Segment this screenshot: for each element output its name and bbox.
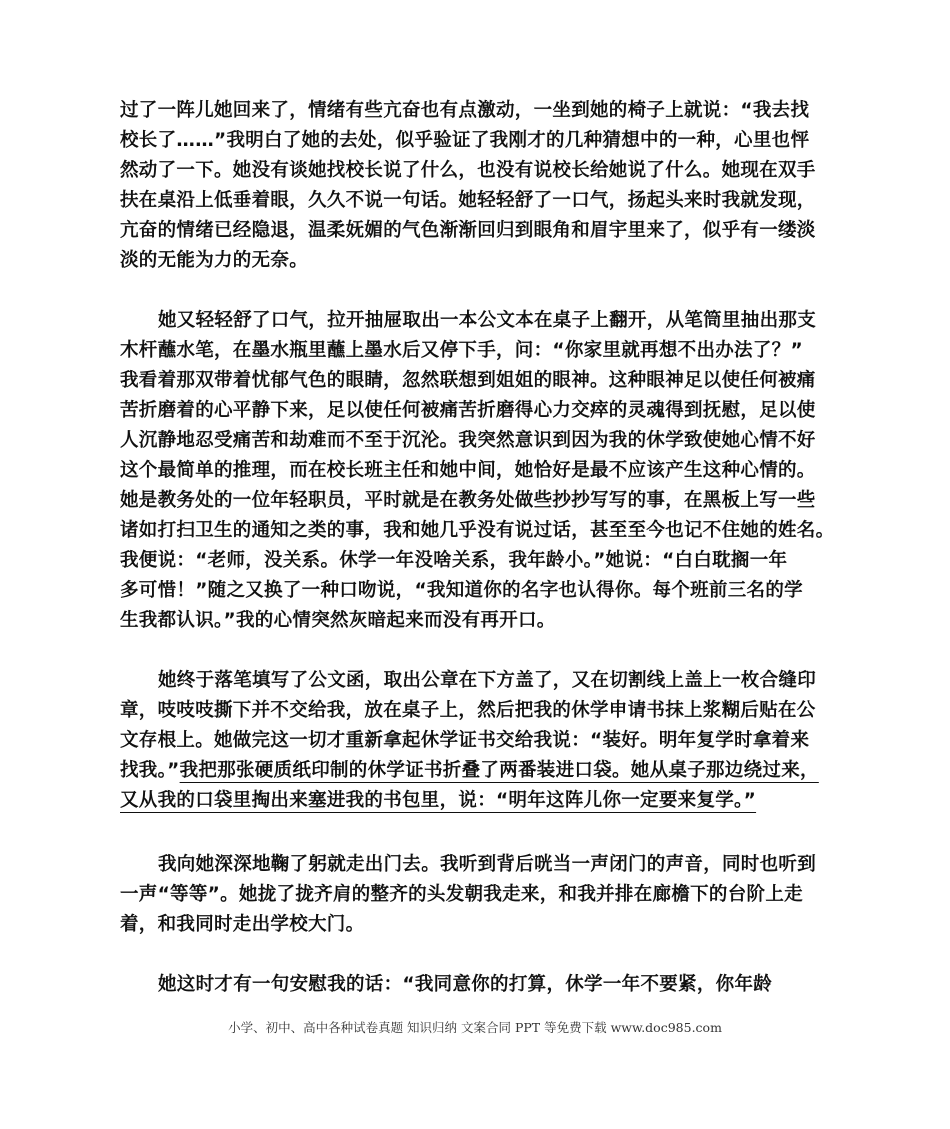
text-line: 我向她深深地鞠了躬就走出门去。我听到背后咣当一声闭门的声音，同时也听到 xyxy=(158,854,817,875)
text-line: 我看着那双带着忧郁气色的眼睛，忽然联想到姐姐的眼神。这种眼神足以使任何被痛 xyxy=(120,370,816,391)
text-line: 她这时才有一句安慰我的话：“我同意你的打算，休学一年不要紧，你年龄 xyxy=(158,974,773,995)
text-line: 苦折磨着的心平静下来，足以使任何被痛苦折磨得心力交瘁的灵魂得到抚慰，足以使 xyxy=(120,400,816,421)
text-line xyxy=(120,786,840,816)
text-line: 生我都认识。”我的心情突然灰暗起来而没有再开口。 xyxy=(120,610,556,631)
text-line: 淡的无能为力的无奈。 xyxy=(120,250,309,271)
text-line: 这个最简单的推理，而在校长班主任和她中间，她恰好是最不应该产生这种心情的。 xyxy=(120,460,816,481)
text-line: 人沉静地忍受痛苦和劫难而不至于沉沦。我突然意识到因为我的休学致使她心情不好 xyxy=(120,430,816,451)
text-line: 亢奋的情绪已经隐退，温柔妩媚的气色渐渐回归到眼角和眉宇里来了，似乎有一缕淡 xyxy=(120,220,816,241)
paragraph-5 xyxy=(120,970,840,1000)
text-line-mixed xyxy=(120,756,840,786)
text-line: 校长了……”我明白了她的去处，似乎验证了我刚才的几种猜想中的一种，心里也怦 xyxy=(120,130,810,151)
underlined-text: 我把那张硬质纸印制的休学证书折叠了两番装进口袋。她从桌子那边绕过来， xyxy=(179,760,819,781)
paragraph-2 xyxy=(120,306,840,636)
text-segment: 找我。” xyxy=(120,760,180,781)
text-line: 文存根上。她做完这一切才重新拿起休学证书交给我说：“装好。明年复学时拿着来 xyxy=(120,730,810,751)
text-line: 木杆蘸水笔，在墨水瓶里蘸上墨水后又停下手，问：“你家里就再想不出办法了？” xyxy=(120,340,803,361)
paragraph-3 xyxy=(120,666,840,816)
text-line: 着，和我同时走出学校大门。 xyxy=(120,914,365,935)
text-line: 诸如打扫卫生的通知之类的事，我和她几乎没有说过话，甚至至今也记不住她的姓名。 xyxy=(120,520,835,541)
paragraph-4 xyxy=(120,850,840,940)
text-line: 她终于落笔填写了公文函，取出公章在下方盖了，又在切割线上盖上一枚合缝印 xyxy=(158,670,817,691)
paragraph-1 xyxy=(120,96,840,276)
text-line: 她是教务处的一位年轻职员，平时就是在教务处做些抄抄写写的事，在黑板上写一些 xyxy=(120,490,816,511)
text-line: 多可惜！”随之又换了一种口吻说，“我知道你的名字也认得你。每个班前三名的学 xyxy=(120,580,803,601)
text-line: 扶在桌沿上低垂着眼，久久不说一句话。她轻轻舒了一口气，扬起头来时我就发现， xyxy=(120,190,816,211)
text-line: 一声“等等”。她拢了拢齐肩的整齐的头发朝我走来，和我并排在廊檐下的台阶上走 xyxy=(120,884,803,905)
text-line: 然动了一下。她没有谈她找校长说了什么，也没有说校长给她说了什么。她现在双手 xyxy=(120,160,816,181)
text-line: 过了一阵儿她回来了，情绪有些亢奋也有点激动，一坐到她的椅子上就说：“我去找 xyxy=(120,100,810,121)
text-line: 她又轻轻舒了口气，拉开抽屉取出一本公文本在桌子上翻开，从笔筒里抽出那支 xyxy=(158,310,817,331)
text-line: 我便说：“老师，没关系。休学一年没啥关系，我年龄小。”她说：“白白耽搁一年 xyxy=(120,550,788,571)
page-footer: 小学、初中、高中各种试卷真题 知识归纳 文案合同 PPT 等免费下载 www.doc985.com xyxy=(228,1020,722,1035)
underlined-text: 又从我的口袋里掏出来塞进我的书包里，说：“明年这阵儿你一定要来复学。” xyxy=(120,790,757,811)
text-line: 章，吱吱吱撕下并不交给我，放在桌子上，然后把我的休学申请书抹上浆糊后贴在公 xyxy=(120,700,816,721)
